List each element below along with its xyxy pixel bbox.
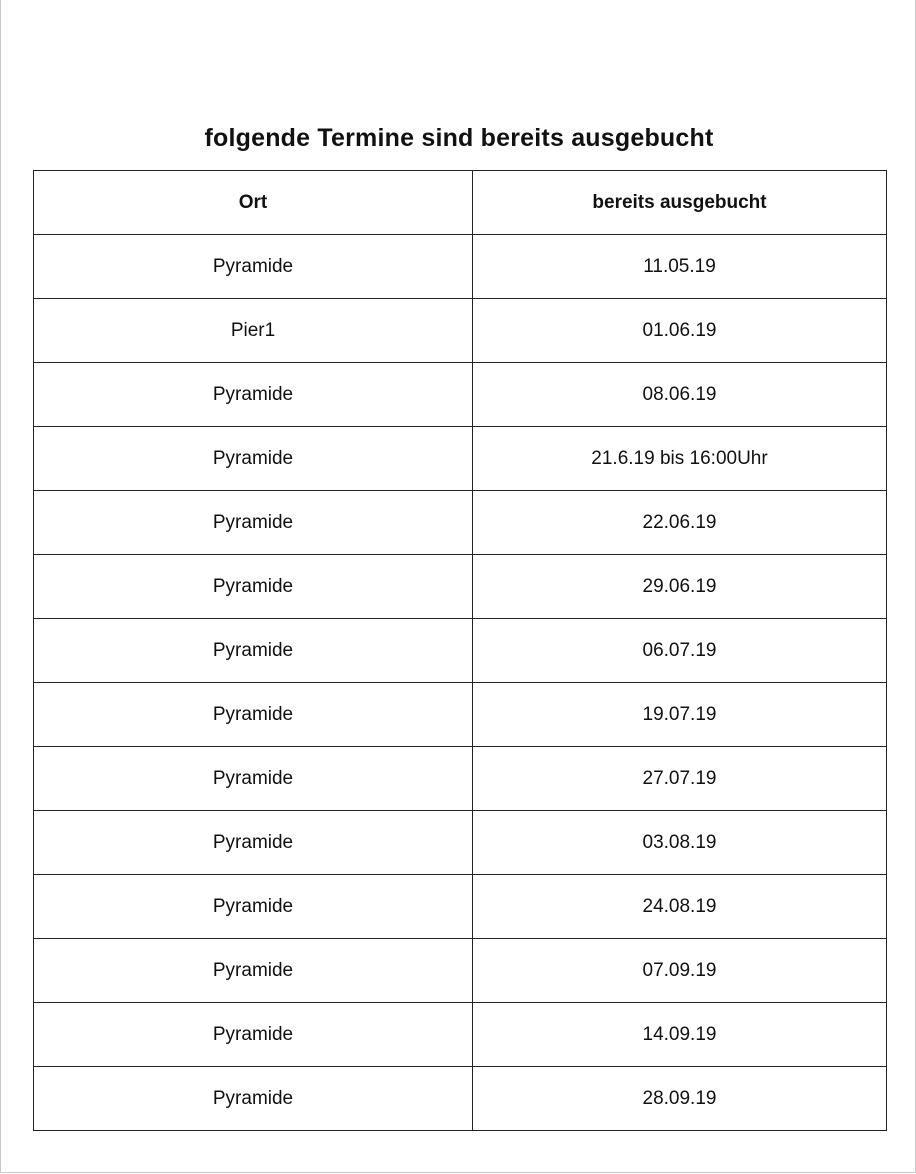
table-row <box>34 811 887 875</box>
cell-location: Pyramide <box>34 619 473 683</box>
cell-date: 21.6.19 bis 16:00Uhr <box>473 427 887 491</box>
table-row <box>34 491 887 555</box>
table-row <box>34 363 887 427</box>
column-header-ort: Ort <box>34 171 473 235</box>
page-title: folgende Termine sind bereits ausgebucht <box>204 124 714 152</box>
cell-location: Pyramide <box>34 491 473 555</box>
cell-date: 29.06.19 <box>473 555 887 619</box>
table-row <box>34 1003 887 1067</box>
cell-date: 03.08.19 <box>473 811 887 875</box>
cell-location: Pyramide <box>34 811 473 875</box>
cell-date: 11.05.19 <box>473 235 887 299</box>
cell-date: 27.07.19 <box>473 747 887 811</box>
table-row <box>34 939 887 1003</box>
booking-table <box>33 170 887 1131</box>
cell-date: 22.06.19 <box>473 491 887 555</box>
cell-location: Pyramide <box>34 363 473 427</box>
cell-date: 08.06.19 <box>473 363 887 427</box>
cell-location: Pyramide <box>34 747 473 811</box>
table-row <box>34 1067 887 1131</box>
table-row <box>34 555 887 619</box>
table-row <box>34 683 887 747</box>
cell-location: Pyramide <box>34 1003 473 1067</box>
table-row <box>34 619 887 683</box>
table-row <box>34 235 887 299</box>
cell-date: 14.09.19 <box>473 1003 887 1067</box>
cell-date: 28.09.19 <box>473 1067 887 1131</box>
table-row <box>34 747 887 811</box>
cell-location: Pyramide <box>34 683 473 747</box>
column-header-booked: bereits ausgebucht <box>473 171 887 235</box>
cell-date: 24.08.19 <box>473 875 887 939</box>
cell-date: 01.06.19 <box>473 299 887 363</box>
table-header-row <box>34 171 887 235</box>
table-row <box>34 427 887 491</box>
cell-date: 07.09.19 <box>473 939 887 1003</box>
cell-location: Pyramide <box>34 1067 473 1131</box>
cell-location: Pyramide <box>34 427 473 491</box>
cell-location: Pyramide <box>34 939 473 1003</box>
cell-location: Pyramide <box>34 235 473 299</box>
cell-location: Pier1 <box>34 299 473 363</box>
cell-location: Pyramide <box>34 875 473 939</box>
cell-location: Pyramide <box>34 555 473 619</box>
table-row <box>34 875 887 939</box>
cell-date: 19.07.19 <box>473 683 887 747</box>
cell-date: 06.07.19 <box>473 619 887 683</box>
table-row <box>34 299 887 363</box>
